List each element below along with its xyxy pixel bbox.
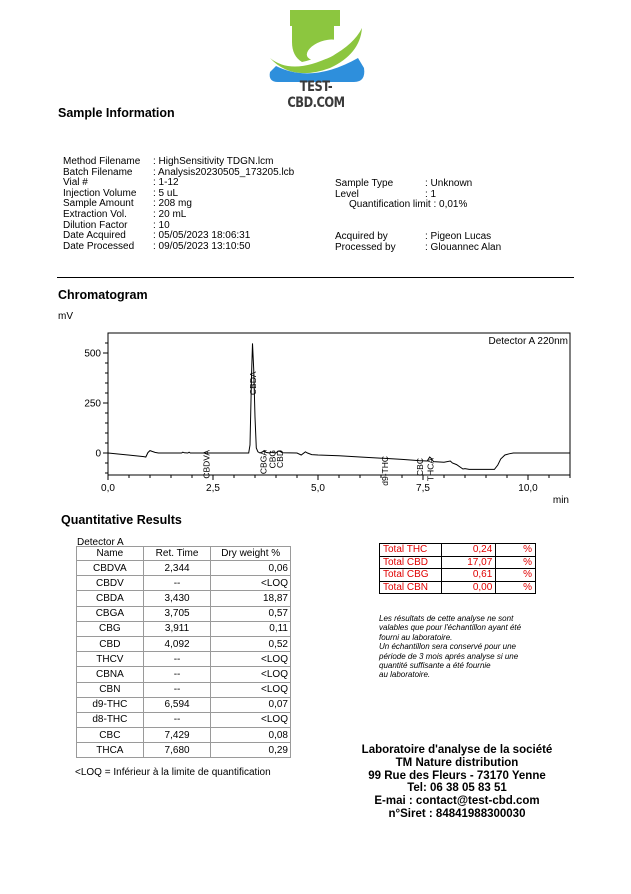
dry-weight: <LOQ	[211, 667, 291, 682]
acquired-by-label: Acquired by	[335, 231, 388, 242]
dry-weight: 0,11	[211, 621, 291, 636]
disclaimer-line: au laboratoire.	[379, 670, 431, 680]
total-label: Total CBD	[380, 556, 442, 569]
info-value: : 10	[153, 219, 170, 231]
total-value: 0,24	[441, 544, 496, 557]
lab-line: Laboratoire d'analyse de la société	[361, 744, 553, 756]
total-label: Total CBG	[380, 569, 442, 582]
table-row	[77, 697, 291, 712]
lab-line: E-mai : contact@test-cbd.com	[374, 795, 540, 808]
retention-time: 3,705	[143, 606, 211, 621]
dry-weight: <LOQ	[211, 576, 291, 591]
total-unit: %	[496, 569, 536, 582]
compound-name: CBGA	[77, 606, 144, 621]
table-row	[77, 682, 291, 697]
total-label: Total CBN	[380, 581, 442, 594]
x-tick-label: 0,0	[101, 483, 115, 494]
info-value: : 5 uL	[153, 187, 179, 199]
total-row	[380, 544, 536, 557]
retention-time: 2,344	[143, 561, 211, 576]
total-row	[380, 569, 536, 582]
x-tick-label: 7,5	[416, 483, 430, 494]
column-header: Dry weight %	[211, 547, 291, 561]
y-tick-label: 500	[84, 348, 101, 360]
quantification-limit: Quantification limit : 0,01%	[349, 199, 468, 211]
total-unit: %	[496, 544, 536, 557]
retention-time: 7,429	[143, 728, 211, 743]
table-row	[77, 576, 291, 591]
dry-weight: <LOQ	[211, 712, 291, 727]
compound-name: CBN	[77, 682, 144, 697]
info-label: Dilution Factor	[63, 219, 128, 231]
disclaimer-line: Les résultats de cette analyse ne sont	[379, 614, 514, 623]
dry-weight: 0,52	[211, 636, 291, 651]
table-row	[77, 743, 291, 758]
disclaimer-line: fourni au laboratoire.	[379, 632, 453, 642]
acquired-by-value: : Pigeon Lucas	[425, 231, 492, 242]
retention-time: --	[143, 682, 211, 697]
peak-label: CBC	[415, 458, 426, 476]
compound-name: d8-THC	[77, 712, 144, 727]
totals-table	[379, 543, 536, 594]
info-label: Method Filename	[63, 156, 141, 167]
info-label: Vial #	[63, 177, 88, 189]
info-value: : 05/05/2023 18:06:31	[153, 230, 251, 242]
retention-time: --	[143, 667, 211, 682]
peak-label: d9-THC	[379, 456, 390, 486]
peak-label: THCA	[425, 458, 436, 482]
processed-by-label: Processed by	[335, 241, 396, 253]
compound-name: d9-THC	[77, 697, 144, 712]
info-value: : HighSensitivity TDGN.lcm	[153, 156, 274, 167]
compound-name: CBG	[77, 621, 144, 636]
table-row	[77, 606, 291, 621]
column-header: Name	[77, 547, 144, 561]
disclaimer-line: Un échantillon sera conservé pour une	[379, 642, 516, 652]
info-value: : 208 mg	[153, 198, 192, 210]
sample-type-label: Sample Type	[335, 178, 394, 189]
retention-time: 3,911	[143, 621, 211, 636]
dry-weight: 0,29	[211, 743, 291, 758]
loq-note: <LOQ = Inférieur à la limite de quantification	[75, 767, 271, 778]
total-label: Total THC	[380, 544, 442, 557]
info-label: Date Processed	[63, 240, 135, 252]
retention-time: --	[143, 576, 211, 591]
peak-label: CBG	[267, 450, 278, 469]
table-row	[77, 728, 291, 743]
total-row	[380, 556, 536, 569]
dry-weight: 0,06	[211, 561, 291, 576]
y-axis-unit: mV	[58, 311, 73, 322]
detector-label: Detector A	[77, 537, 124, 548]
lab-line: TM Nature distribution	[395, 756, 519, 769]
lab-line: Tel: 06 38 05 83 51	[407, 782, 507, 795]
peak-label: CBDA	[248, 371, 259, 396]
plot-frame	[108, 333, 570, 475]
lab-info	[337, 744, 577, 821]
retention-time: 4,092	[143, 636, 211, 651]
retention-time: 6,594	[143, 697, 211, 712]
compound-name: THCA	[77, 743, 144, 758]
x-axis-unit: min	[552, 495, 569, 506]
table-row	[77, 636, 291, 651]
retention-time: 7,680	[143, 743, 211, 758]
logo-text: TEST-CBD.COM	[287, 79, 345, 111]
table-row	[77, 561, 291, 576]
info-value: : Analysis20230505_173205.lcb	[153, 166, 295, 178]
table-row	[77, 621, 291, 636]
compound-name: CBD	[77, 636, 144, 651]
compound-name: CBNA	[77, 667, 144, 682]
retention-time: --	[143, 652, 211, 667]
dry-weight: <LOQ	[211, 652, 291, 667]
chromatogram-trace	[108, 343, 570, 469]
y-tick-label: 0	[95, 448, 101, 460]
info-label: Batch Filename	[63, 166, 133, 178]
info-value: : 09/05/2023 13:10:50	[153, 240, 251, 252]
retention-time: --	[143, 712, 211, 727]
info-value: : 20 mL	[153, 209, 187, 220]
y-tick-label: 250	[84, 398, 101, 410]
quantitative-title: Quantitative Results	[61, 513, 182, 527]
lab-line: n°Siret : 84841988300030	[388, 807, 526, 820]
total-value: 17,07	[441, 556, 496, 569]
column-header: Ret. Time	[143, 547, 211, 561]
compound-name: CBDVA	[77, 561, 144, 576]
info-label: Sample Amount	[63, 198, 134, 210]
total-row	[380, 581, 536, 594]
total-unit: %	[496, 581, 536, 594]
sample-info-title: Sample Information	[58, 106, 175, 120]
table-row	[77, 591, 291, 606]
disclaimer-line: période de 3 mois aprés analyse si une	[379, 651, 519, 661]
table-row	[77, 667, 291, 682]
level-label: Level	[335, 188, 359, 200]
total-unit: %	[496, 556, 536, 569]
chromatogram-title: Chromatogram	[58, 288, 148, 302]
compound-name: THCV	[77, 652, 144, 667]
disclaimer-line: valables que pour l'échantillon ayant été	[379, 623, 522, 633]
results-table	[76, 546, 291, 758]
disclaimer	[379, 614, 579, 680]
total-value: 0,61	[441, 569, 496, 582]
info-label: Extraction Vol.	[63, 209, 127, 220]
table-header-row	[77, 547, 291, 561]
dry-weight: 0,08	[211, 728, 291, 743]
compound-name: CBDV	[77, 576, 144, 591]
level-value: : 1	[425, 188, 437, 200]
detector-legend: Detector A 220nm	[488, 336, 568, 347]
dry-weight: <LOQ	[211, 682, 291, 697]
dry-weight: 18,87	[211, 591, 291, 606]
dry-weight: 0,57	[211, 606, 291, 621]
processed-by-value: : Glouannec Alan	[425, 241, 502, 253]
x-tick-label: 10,0	[518, 483, 538, 494]
dry-weight: 0,07	[211, 697, 291, 712]
sample-type-value: : Unknown	[425, 178, 473, 189]
info-label: Injection Volume	[63, 187, 137, 199]
lab-line: 99 Rue des Fleurs - 73170 Yenne	[368, 769, 546, 782]
table-row	[77, 712, 291, 727]
disclaimer-line: quantité suffisante a été fournie	[379, 661, 491, 671]
peak-label: CBDVA	[201, 450, 212, 479]
info-label: Date Acquired	[63, 230, 126, 242]
table-row	[77, 652, 291, 667]
peak-label: CBGA	[258, 450, 269, 475]
compound-name: CBDA	[77, 591, 144, 606]
compound-name: CBC	[77, 728, 144, 743]
info-value: : 1-12	[153, 177, 179, 189]
x-tick-label: 5,0	[311, 483, 325, 494]
total-value: 0,00	[441, 581, 496, 594]
x-tick-label: 2,5	[206, 483, 220, 494]
retention-time: 3,430	[143, 591, 211, 606]
peak-label: CBD	[274, 450, 285, 468]
